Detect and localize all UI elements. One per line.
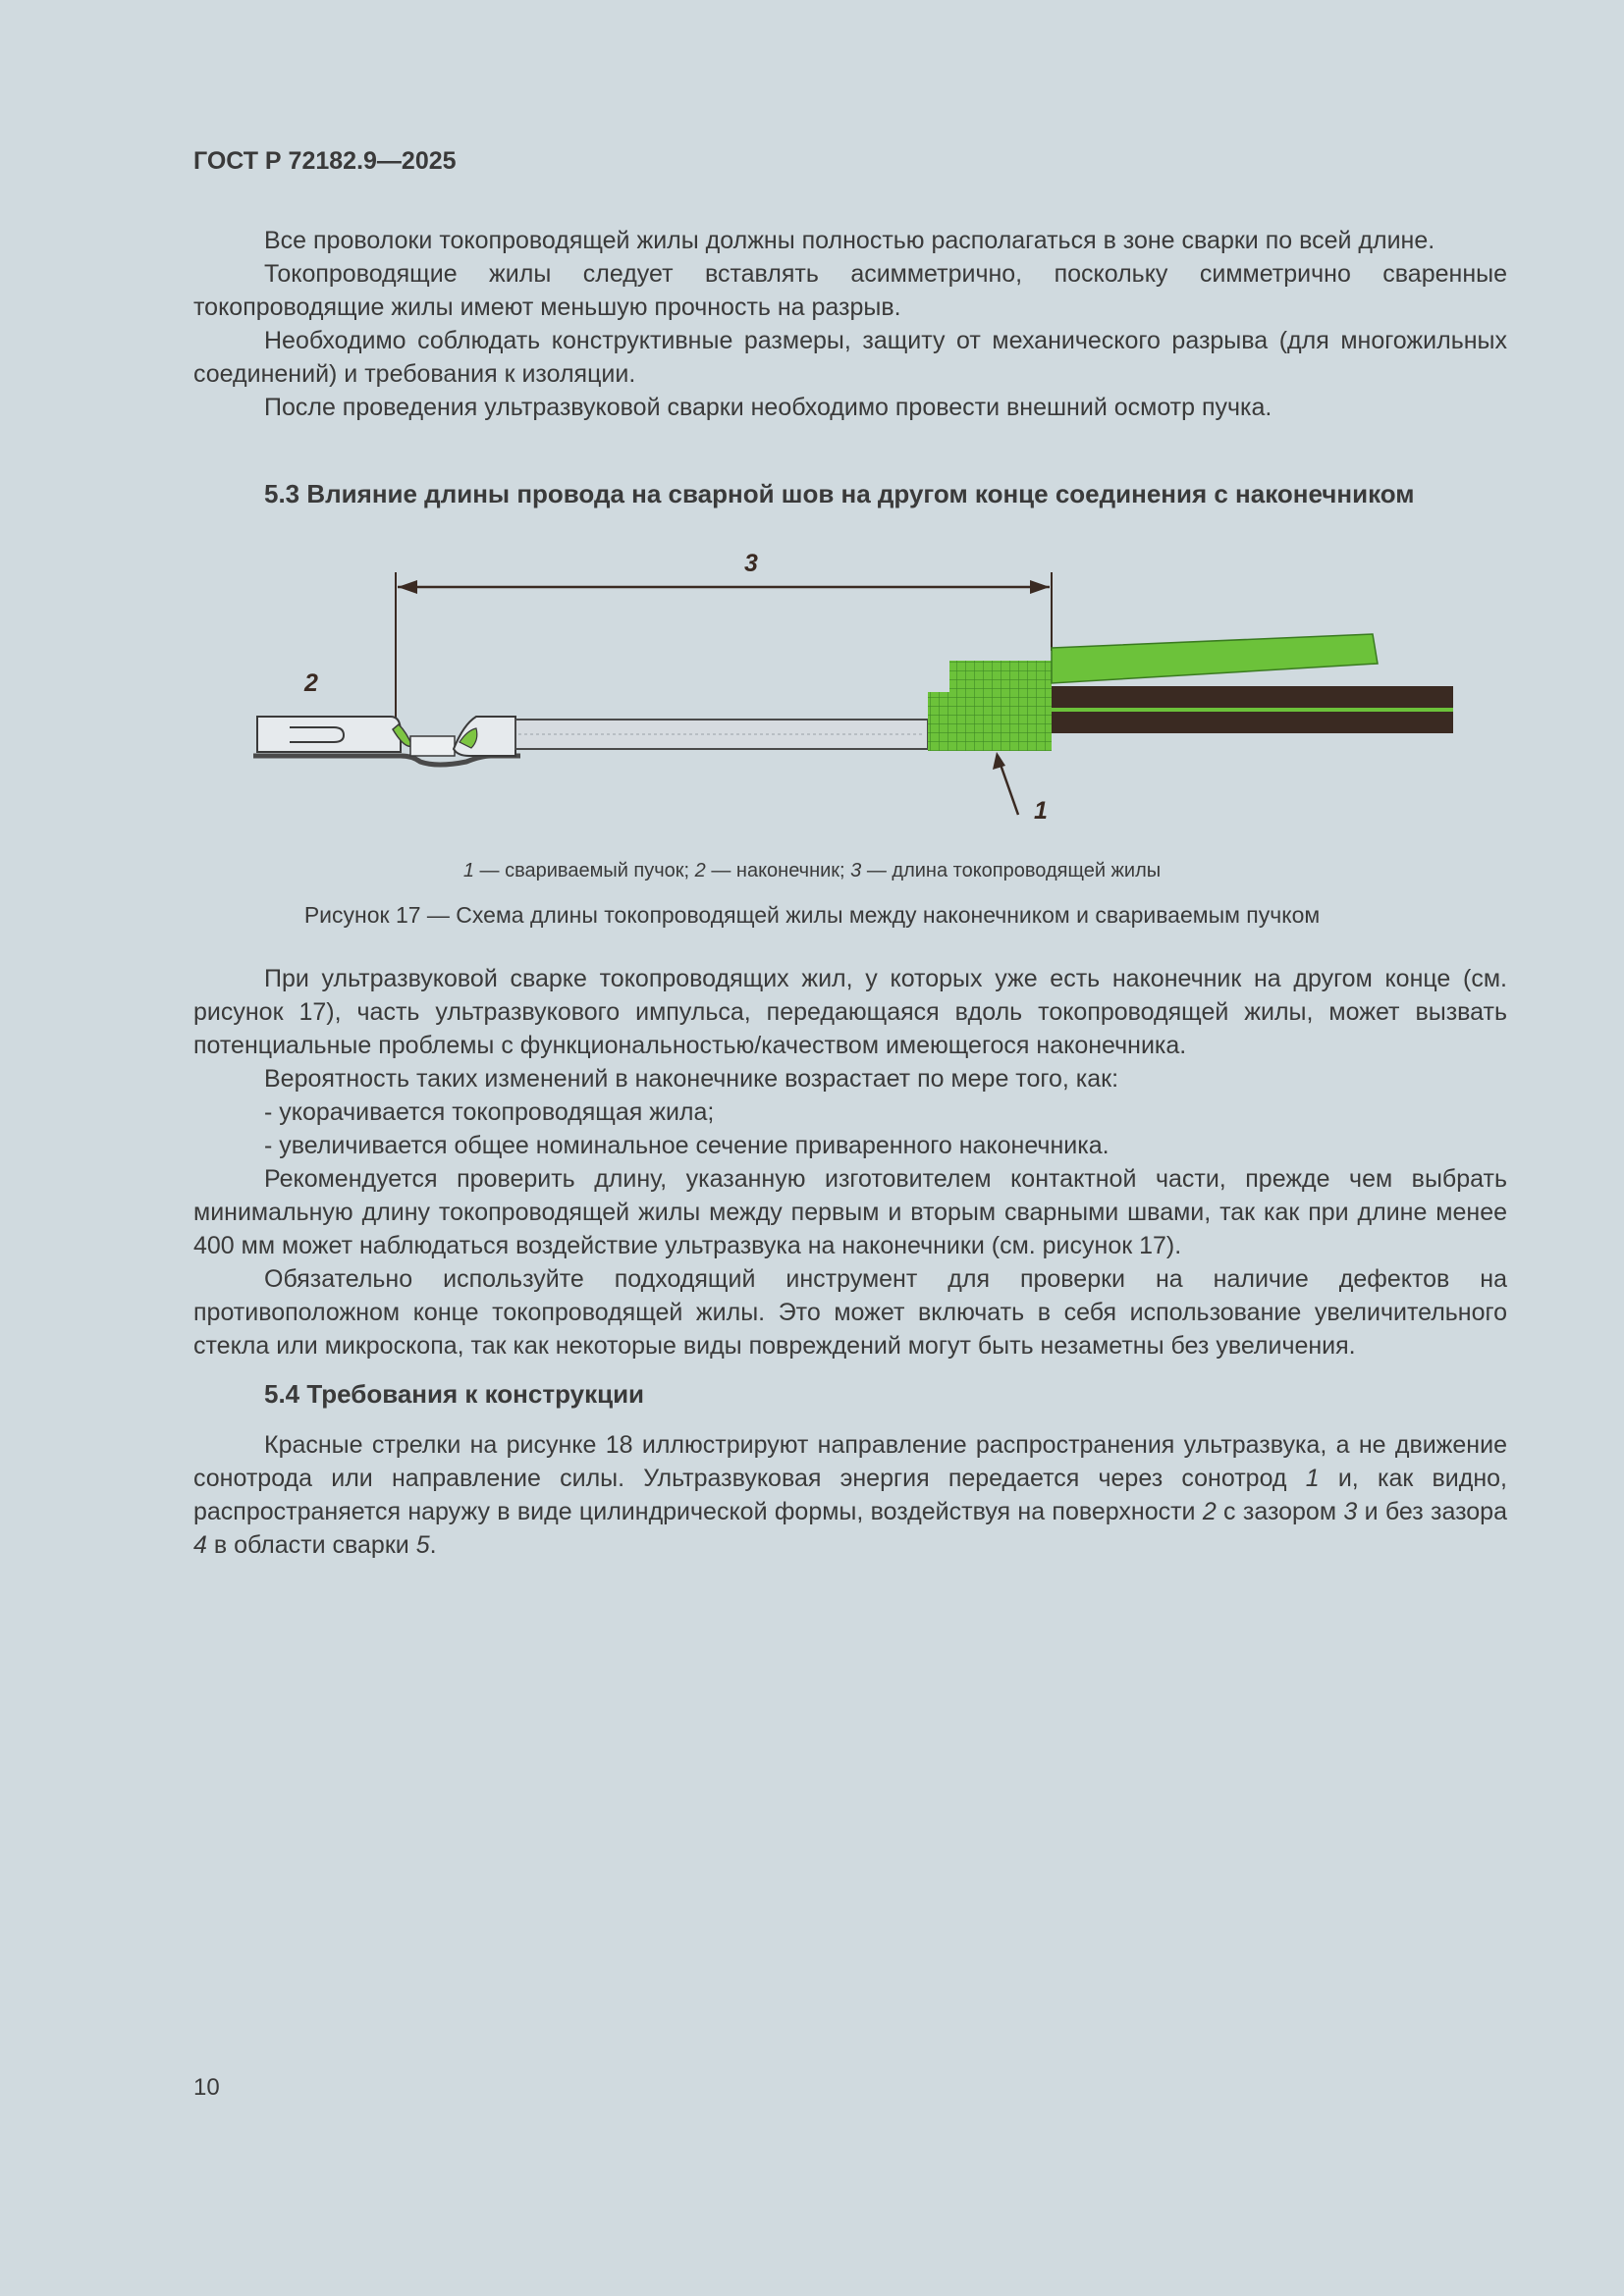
legend-number: 2 (694, 860, 706, 881)
green-stripe (1052, 708, 1453, 712)
green-wire (1052, 634, 1378, 683)
paragraph: Обязательно используйте подходящий инструмент для проверки на наличие дефектов на противоположном конце токопроводящей жилы. Это может включать в себя использование увеличительного стекла или микроскопа, так как некоторые виды повреждений могут быть незаметны без увеличения. (193, 1265, 1507, 1360)
leader-arrow-1 (993, 752, 1005, 770)
body-text (193, 962, 1507, 1362)
legend-number: 3 (850, 860, 862, 881)
dimension-arrow-right (1030, 580, 1050, 594)
legend-number: 1 (462, 860, 474, 881)
legend-text: — наконечник; (705, 860, 851, 881)
list-item: - укорачивается токопроводящая жила; (264, 1098, 715, 1126)
text-run: и без зазора (1357, 1498, 1507, 1525)
weld-bundle-lower (928, 692, 1052, 751)
page-number: 10 (193, 2074, 220, 2101)
ref-number: 5 (415, 1531, 430, 1559)
paragraph: Все проволоки токопроводящей жилы должны полностью располагаться в зоне сварки по всей длине. (264, 227, 1435, 254)
section-5-4-text (193, 1428, 1507, 1562)
paragraph: После проведения ультразвуковой сварки необходимо провести внешний осмотр пучка. (264, 394, 1272, 421)
document-header: ГОСТ Р 72182.9—2025 (193, 147, 457, 175)
ref-number: 4 (193, 1531, 207, 1559)
weld-bundle (949, 661, 1052, 692)
paragraph: Необходимо соблюдать конструктивные размеры, защиту от механического разрыва (для многожильных соединений) и требования к изоляции. (193, 327, 1507, 388)
text-run: с зазором (1216, 1498, 1344, 1525)
legend-text: — длина токопроводящей жилы (861, 860, 1162, 881)
label-3: 3 (744, 550, 758, 577)
ref-number: 2 (1202, 1498, 1217, 1525)
label-2: 2 (304, 669, 318, 697)
figure-17 (196, 538, 1473, 832)
ref-number: 3 (1343, 1498, 1358, 1525)
wire-diagram (196, 538, 1473, 832)
terminal (253, 717, 520, 765)
list-item: - увеличивается общее номинальное сечение приваренного наконечника. (264, 1132, 1110, 1159)
brown-wire-upper (1052, 686, 1453, 708)
text-run: в области сварки (206, 1531, 416, 1559)
paragraph: При ультразвуковой сварке токопроводящих жил, у которых уже есть наконечник на другом конце (см. рисунок 17), часть ультразвукового импульса, передающаяся вдоль токопроводящей жилы, может вызвать потенциальные проблемы с функциональностью/качеством имеющегося наконечника. (193, 965, 1507, 1059)
paragraph: Токопроводящие жилы следует вставлять асимметрично, поскольку симметрично сваренные токопроводящие жилы имеют меньшую прочность на разрыв. (193, 260, 1507, 321)
section-heading-5-4: 5.4 Требования к конструкции (264, 1379, 645, 1409)
text-run: . (429, 1531, 437, 1559)
section-heading-5-3: 5.3 Влияние длины провода на сварной шов на другом конце соединения с наконечником (264, 479, 1415, 508)
text-run: и, как видно, распространяется наружу в виде цилиндрической формы, воздействуя на поверхности (193, 1465, 1507, 1525)
dimension-arrow-left (398, 580, 417, 594)
paragraph (193, 1428, 1507, 1562)
paragraph: Вероятность таких изменений в наконечнике возрастает по мере того, как: (264, 1065, 1119, 1093)
paragraph: Рекомендуется проверить длину, указанную изготовителем контактной части, прежде чем выбрать минимальную длину токопроводящей жилы между первым и вторым сварными швами, так как при длине менее 400 мм может наблюдаться воздействие ультразвука на наконечники (см. рисунок 17). (193, 1165, 1507, 1259)
leader-line-1 (1000, 762, 1018, 815)
intro-text (193, 224, 1507, 424)
legend-text: — свариваемый пучок; (473, 860, 695, 881)
figure-caption: Рисунок 17 — Схема длины токопроводящей жилы между наконечником и свариваемым пучком (303, 902, 1321, 928)
text-run: Красные стрелки на рисунке 18 иллюстрируют направление распространения ультразвука, а не движение сонотрода или направление силы. Ультразвуковая энергия передается через сонотрод (193, 1431, 1507, 1492)
figure-legend (0, 860, 1624, 882)
ref-number: 1 (1305, 1465, 1320, 1492)
label-1: 1 (1034, 797, 1048, 825)
brown-wire-lower (1052, 712, 1453, 733)
